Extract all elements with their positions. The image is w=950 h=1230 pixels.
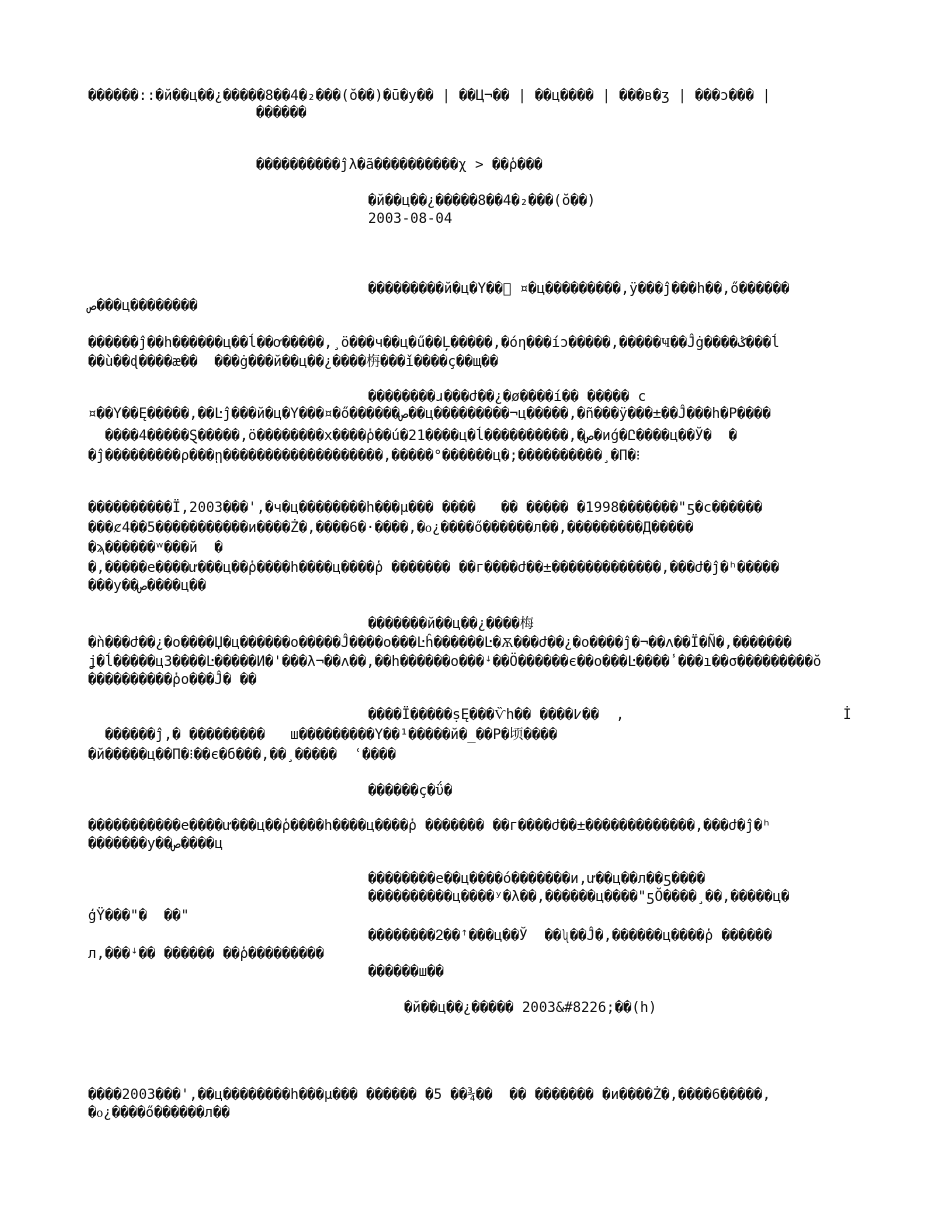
paragraph-line: �й�����ц��П�⁝��є�б���,��¸����� ʿ̓����: [88, 747, 396, 763]
paragraph-line: л,���ꜜ�� ������ ��ῥ���������: [88, 946, 325, 962]
lead-line: ص���ц��������: [88, 298, 198, 314]
paragraph-line: ����������Ϊ,2003���',�ч�ц��������h���µ��� ���� �� ����� �1998�������"ƽ�с������: [88, 500, 763, 516]
paragraph-line: �᧐¿����ő������л��: [88, 1105, 230, 1121]
breadcrumb[interactable]: ����������ĵλ�ã����������χ > ��ῥ���: [256, 157, 543, 173]
paragraph-line: �����������е����ư���ц��ῥ����h����ц����ῥ ������� ��г����ժ��±�������������,���ժ�ĵ�ʰ: [88, 818, 771, 834]
margin-mark: İ: [843, 707, 852, 723]
site-nav-bar-continued[interactable]: ������: [256, 105, 307, 121]
paragraph-line: �ϡ������ʷ���й �: [88, 540, 223, 556]
paragraph-line: �ǹ���ժ��¿�о����Џ�ц������о�����Ĵ����о���Ŀĥ������Ŀ�Ѫ���ժ��¿�о����ĵ�¬��ʌ��Ï�Ñ�,�������: [88, 635, 792, 651]
section-heading: ��������е��ц����ó�������и,ư��ц��л��ƽ����: [368, 871, 706, 887]
article-date: 2003-08-04: [368, 211, 453, 227]
paragraph-line: �,�����е����ư���ц��ῥ����h����ц����ῥ ������� ��г����ժ��±�������������,���ժ�ĵ�ʰ�����: [88, 560, 780, 576]
section-heading: ��������ᒿ��ꜛ���ц��Ў ��ʯ��Ĵ�,������ц����ῥ ������: [368, 928, 773, 944]
article-title: �й��ц��¿�����8��4�₂���(ŏ��): [368, 193, 596, 209]
paragraph-line: ����������ῥо���Ĵ� ��: [88, 672, 257, 688]
lead-line: ���������й�ц�Y��ͩ ¤�ц���������,ÿ���ĵ���h��,ő������: [368, 281, 790, 297]
paragraph-line: ���ȼ4��5�����������и����Ż�,����6�·����,�᧐¿����ő������л��,���������Д�����: [88, 520, 694, 536]
paragraph-line: �������у��ص����ц: [88, 836, 223, 852]
paragraph-line: ������ш��: [368, 964, 444, 980]
section-heading: �������й��ц��¿����梅: [368, 616, 534, 632]
paragraph-line: ����������ц����ʸ�λ��,������ц����"ƽŎ����¸��,�����ц�: [368, 889, 790, 905]
paragraph-line: ���у��ص����ц��: [88, 578, 207, 594]
paragraph-line: ����2003���',��ц��������h���µ��� ������ �5 ��¾�� �� ������� �и����Ż�,����6�����,: [88, 1087, 771, 1103]
section-heading: ����Ï�����ṣĘ���Ѷh�� ����߇�� ,: [368, 707, 625, 723]
paragraph-line: ʝ�ĺ�����цЗ����Ŀ�����И�'���λ¬��ʌ��,��h������о���ꜜ��Ö������є��о���Ŀ����̾ ���ı��σ���������ŏ: [88, 654, 822, 670]
section-heading: ��������ɹ���ժ��¿�ø����í�� ����� c: [368, 389, 647, 405]
paragraph-line: ¤��Y��Ę�����,��Ŀĵ���й�ц�Y���¤�ő������ص��ц���������¬ц�����,�ñ���ÿ���±��Ĵ���h�Р����: [88, 406, 771, 422]
paragraph-line: ������ĵ��h������ц��ĺ��ơ�����,¸ö���ч��ц�ű��Ļ�����,�όη���íɔ�����,�����Ҹ��Ĵġ����ݣ���ĺ: [88, 335, 780, 351]
paragraph-line: ������ĵ,� ��������� ш���������Y��¹�����й�_��Р�顷����: [88, 727, 558, 743]
paragraph-line: �ĵ���������ρ���ῃ�������������������,�����°������ц�;����������¸�П�⁝: [88, 448, 641, 464]
section-heading: ������ç�ΰ�: [368, 783, 453, 799]
site-nav-bar[interactable]: ������::�й��ц��¿�����8��4�₂���(ŏ��)�ū�у�� | ��Ц¬�� | ��ц���� | ���в�ʒ | ���ɔ��� |: [88, 88, 771, 104]
paragraph-line: ��ù��ɖ����æ�� ���ġ���й��ц��¿����栴���ǐ����ç��щ��: [88, 354, 499, 370]
paragraph-line: ����4�����Ȿ�����,ö��������х����ῥ��ú�21����ц�ĺ����������,�ص�иǵ�Ը����ц��Ў� �: [88, 428, 738, 444]
paragraph-line: ģŸ���"� ��": [88, 908, 190, 924]
article-source-line: �й��ц��¿����� 2003&#8226;��(h): [404, 1000, 657, 1016]
